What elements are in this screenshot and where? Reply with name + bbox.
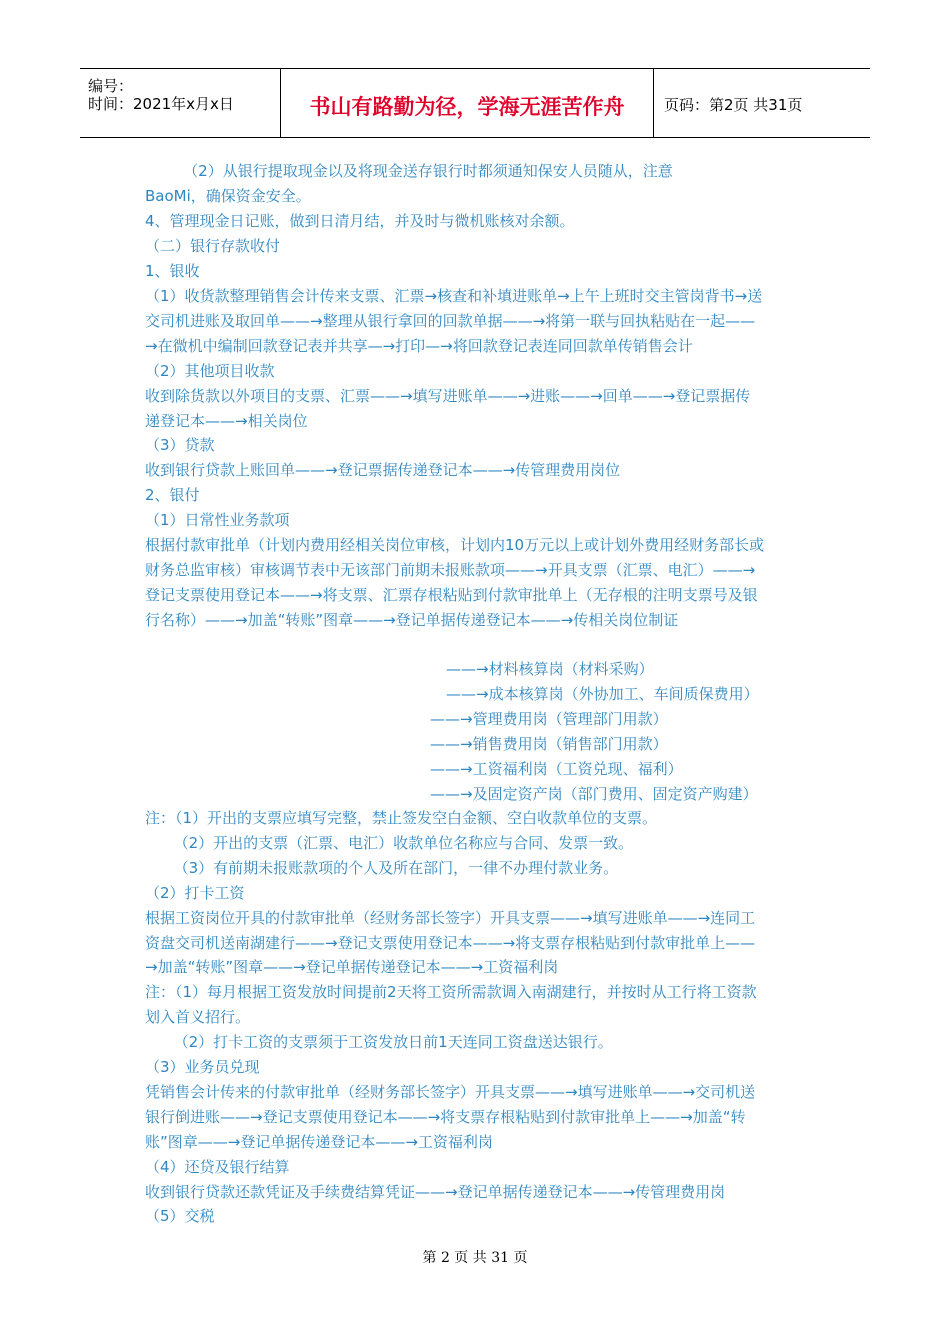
number-label: 编号： [88, 77, 134, 95]
page-info: 页码：第2页 共31页 [664, 96, 803, 114]
text-line: （二）银行存款收付 [145, 236, 281, 255]
text-line: BaoMi，确保资金安全。 [145, 186, 311, 205]
text-line: （2）打卡工资 [145, 883, 245, 902]
page-footer: 第 2 页 共 31 页 [422, 1250, 528, 1266]
text-line: （2）从银行提取现金以及将现金送存银行时都须通知保安人员随从，注意 [145, 162, 673, 180]
text-line: 2、银付 [145, 486, 200, 505]
time-label: 时间：2021年x月x日 [88, 95, 234, 113]
text-line: 根据付款审批单（计划内费用经相关岗位审核，计划内10万元以上或计划外费用经财务部长或 [145, 536, 765, 555]
text-line: 账”图章——→登记单据传递登记本——→工资福利岗 [145, 1132, 493, 1151]
text-line: 凭销售会计传来的付款审批单（经财务部长签字）开具支票——→填写进账单——→交司机送 [145, 1082, 756, 1101]
text-line: （2）打卡工资的支票须于工资发放日前1天连同工资盘送达银行。 [145, 1033, 613, 1052]
text-line: ——→管理费用岗（管理部门用款） [430, 709, 668, 728]
text-line: 注：（1）开出的支票应填写完整，禁止签发空白金额、空白收款单位的支票。 [145, 809, 658, 827]
text-line: （2）开出的支票（汇票、电汇）收款单位名称应与合同、发票一致。 [145, 833, 634, 852]
text-line: 递登记本——→相关岗位 [145, 411, 308, 430]
text-line: 注：（1）每月根据工资发放时间提前2天将工资所需款调入南湖建行，并按时从工行将工资款 [145, 983, 757, 1002]
motto: 书山有路勤为径，学海无涯苦作舟 [309, 95, 625, 119]
text-line: 行名称）——→加盖“转账”图章——→登记单据传递登记本——→传相关岗位制证 [145, 611, 679, 630]
text-line: 财务总监审核）审核调节表中无该部门前期未报账款项——→开具支票（汇票、电汇）——→ [145, 561, 756, 580]
text-line: （3）业务员兑现 [145, 1058, 260, 1076]
text-line: 银行倒进账——→登记支票使用登记本——→将支票存根粘贴到付款审批单上——→加盖“转 [145, 1107, 746, 1126]
text-line: 收到除货款以外项目的支票、汇票——→填写进账单——→进账——→回单——→登记票据传 [145, 386, 751, 405]
text-line: （4）还贷及银行结算 [145, 1157, 290, 1176]
text-line: （3）贷款 [145, 436, 215, 455]
text-line: ——→销售费用岗（销售部门用款） [430, 734, 668, 753]
header-meta-cell [80, 69, 281, 137]
text-line: 登记支票使用登记本——→将支票、汇票存根粘贴到付款审批单上（无存根的注明支票号及银 [145, 586, 758, 605]
text-line: 交司机进账及取回单——→整理从银行拿回的回款单据——→将第一联与回执粘贴在一起—— [145, 311, 756, 330]
text-line: ——→成本核算岗（外协加工、车间质保费用） [446, 684, 759, 703]
text-line: （2）其他项目收款 [145, 361, 275, 380]
header-page-cell [654, 69, 870, 137]
text-line: ——→材料核算岗（材料采购） [446, 660, 654, 678]
text-line: （5）交税 [145, 1207, 215, 1226]
text-line: （1）日常性业务款项 [145, 511, 290, 530]
text-line: 收到银行贷款还款凭证及手续费结算凭证——→登记单据传递登记本——→传管理费用岗 [145, 1182, 726, 1201]
text-line: 1、银收 [145, 261, 200, 280]
header-table [80, 68, 870, 138]
text-line: ——→工资福利岗（工资兑现、福利） [430, 759, 683, 778]
text-line: 资盘交司机送南湖建行——→登记支票使用登记本——→将支票存根粘贴到付款审批单上—— [145, 933, 756, 952]
text-line: （3）有前期未报账款项的个人及所在部门，一律不办理付款业务。 [145, 858, 619, 877]
text-line: →在微机中编制回款登记表并共享—→打印—→将回款登记表连同回款单传销售会计 [145, 336, 693, 355]
text-line: 4、管理现金日记账，做到日清月结，并及时与微机账核对余额。 [145, 211, 575, 230]
header-motto-cell [281, 69, 654, 137]
text-line: →加盖“转账”图章——→登记单据传递登记本——→工资福利岗 [145, 958, 559, 977]
text-line: 收到银行贷款上账回单——→登记票据传递登记本——→传管理费用岗位 [145, 461, 621, 480]
text-line: 划入首义招行。 [145, 1008, 251, 1027]
text-line: ——→及固定资产岗（部门费用、固定资产购建） [430, 784, 758, 803]
text-line: 根据工资岗位开具的付款审批单（经财务部长签字）开具支票——→填写进账单——→连同工 [145, 908, 756, 927]
text-line: （1）收货款整理销售会计传来支票、汇票→核查和补填进账单→上午上班时交主管岗背书→送 [145, 286, 763, 305]
